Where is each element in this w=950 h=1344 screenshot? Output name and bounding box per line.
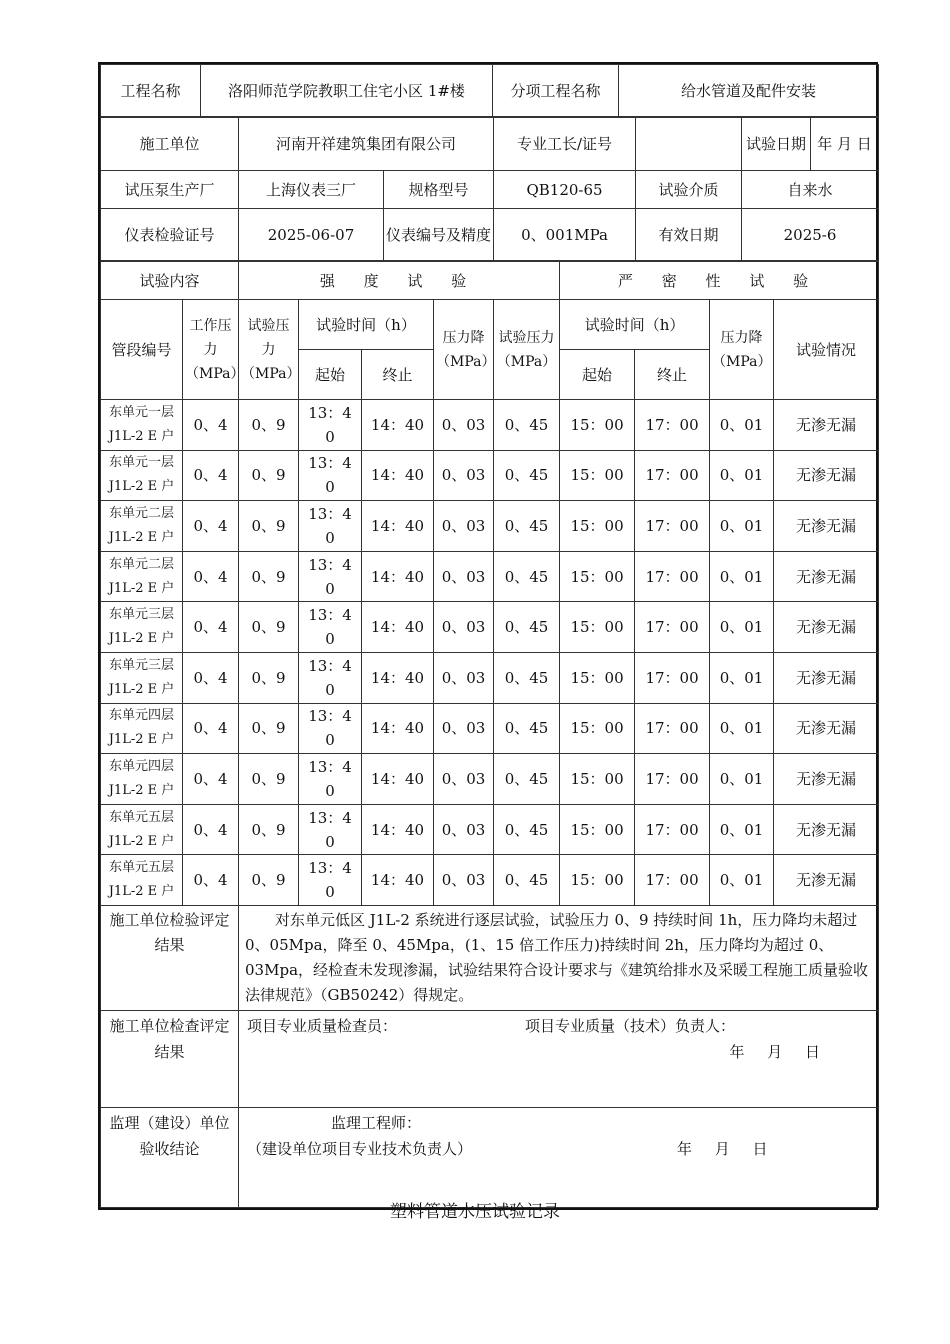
table-row <box>101 400 879 451</box>
cell-s: 13：40 <box>299 703 362 754</box>
cell-d: 0、03 <box>434 703 494 754</box>
segment-location: 东单元四层 <box>108 708 174 724</box>
cell-r: 无渗无漏 <box>774 754 879 805</box>
valid: 2025-6 <box>742 209 879 261</box>
cell-s2: 15：00 <box>560 551 635 602</box>
header-table <box>100 64 879 117</box>
cell-d2: 0、01 <box>710 804 774 855</box>
foreman <box>636 118 742 171</box>
cell-e2: 17：00 <box>635 855 710 906</box>
col-end: 终止 <box>362 350 434 400</box>
cell-segment <box>101 551 183 602</box>
cell-s: 13：40 <box>299 551 362 602</box>
cell-segment <box>101 804 183 855</box>
test-date-cell <box>742 118 879 171</box>
cell-r: 无渗无漏 <box>774 602 879 653</box>
cell-wp: 0、4 <box>183 855 239 906</box>
cell-segment <box>101 501 183 552</box>
cell-e: 14：40 <box>362 855 434 906</box>
table-row <box>101 450 879 501</box>
pump-maker-label: 试压泵生产厂 <box>101 171 239 209</box>
cell-e2: 17：00 <box>635 400 710 451</box>
cell-d2: 0、01 <box>710 754 774 805</box>
table-row <box>101 754 879 805</box>
gauge-no: 0、001MPa <box>494 209 636 261</box>
cell-s2: 15：00 <box>560 703 635 754</box>
contractor-check-label: 施工单位检查评定结果 <box>101 1010 239 1107</box>
cell-d2: 0、01 <box>710 501 774 552</box>
cell-tp: 0、9 <box>239 551 299 602</box>
segment-location: 东单元二层 <box>108 556 174 572</box>
cell-e: 14：40 <box>362 602 434 653</box>
cell-s2: 15：00 <box>560 855 635 906</box>
cell-tp: 0、9 <box>239 400 299 451</box>
cell-tp: 0、9 <box>239 450 299 501</box>
col-test-time: 试验时间（h） <box>299 300 434 350</box>
cell-s2: 15：00 <box>560 501 635 552</box>
contractor-label: 施工单位 <box>101 118 239 171</box>
col-tightness-end: 终止 <box>635 350 710 400</box>
cell-tp2: 0、45 <box>494 652 560 703</box>
cell-r: 无渗无漏 <box>774 855 879 906</box>
table-row <box>101 602 879 653</box>
cell-tp2: 0、45 <box>494 602 560 653</box>
cell-e: 14：40 <box>362 450 434 501</box>
gauge-cert: 2025-06-07 <box>239 209 384 261</box>
segment-location: 东单元四层 <box>108 758 174 774</box>
segment-code: J1L-2 E 户 <box>108 833 175 849</box>
col-tightness-test-pressure: 试验压力（MPa） <box>494 300 560 400</box>
content-label: 试验内容 <box>101 262 239 300</box>
col-situation: 试验情况 <box>774 300 879 400</box>
cell-tp2: 0、45 <box>494 450 560 501</box>
cell-wp: 0、4 <box>183 551 239 602</box>
model-label: 规格型号 <box>384 171 494 209</box>
model: QB120-65 <box>494 171 636 209</box>
cell-s: 13：40 <box>299 754 362 805</box>
cell-d2: 0、01 <box>710 652 774 703</box>
subproject: 给水管道及配件安装 <box>619 65 879 117</box>
cell-e2: 17：00 <box>635 804 710 855</box>
cell-wp: 0、4 <box>183 400 239 451</box>
supervision-sign <box>239 1107 879 1207</box>
cell-wp: 0、4 <box>183 652 239 703</box>
cell-d: 0、03 <box>434 501 494 552</box>
project-name-label: 工程名称 <box>101 65 201 117</box>
segment-location: 东单元一层 <box>108 455 174 471</box>
cell-d: 0、03 <box>434 652 494 703</box>
test-table <box>100 261 879 1208</box>
form-caption: 塑料管道水压试验记录 <box>390 1202 560 1222</box>
gauge-no-label: 仪表编号及精度 <box>384 209 494 261</box>
cell-tp2: 0、45 <box>494 703 560 754</box>
col-tightness-start: 起始 <box>560 350 635 400</box>
owner-representative: （建设单位项目专业技术负责人） <box>247 1139 473 1158</box>
valid-label: 有效日期 <box>636 209 742 261</box>
col-segment: 管段编号 <box>101 300 183 400</box>
cell-segment <box>101 703 183 754</box>
cell-r: 无渗无漏 <box>774 703 879 754</box>
cell-segment <box>101 602 183 653</box>
segment-code: J1L-2 E 户 <box>108 732 175 748</box>
segment-code: J1L-2 E 户 <box>108 428 175 444</box>
cell-r: 无渗无漏 <box>774 400 879 451</box>
col-start: 起始 <box>299 350 362 400</box>
pump-maker: 上海仪表三厂 <box>239 171 384 209</box>
table-row <box>101 501 879 552</box>
cell-tp2: 0、45 <box>494 754 560 805</box>
cell-e: 14：40 <box>362 652 434 703</box>
strength-title: 强 度 试 验 <box>239 262 560 300</box>
cell-e2: 17：00 <box>635 551 710 602</box>
cell-d2: 0、01 <box>710 855 774 906</box>
table-row <box>101 855 879 906</box>
cell-tp: 0、9 <box>239 855 299 906</box>
tightness-title: 严 密 性 试 验 <box>560 262 879 300</box>
contractor: 河南开祥建筑集团有限公司 <box>239 118 494 171</box>
cell-d: 0、03 <box>434 450 494 501</box>
segment-location: 东单元一层 <box>108 404 174 420</box>
cell-tp: 0、9 <box>239 703 299 754</box>
medium-label: 试验介质 <box>636 171 742 209</box>
segment-location: 东单元五层 <box>108 809 174 825</box>
cell-r: 无渗无漏 <box>774 652 879 703</box>
cell-r: 无渗无漏 <box>774 551 879 602</box>
contractor-eval-label: 施工单位检验评定结果 <box>101 905 239 1010</box>
test-date: 年 月 日 <box>817 135 872 153</box>
contractor-check-sign <box>239 1010 879 1107</box>
col-test-pressure: 试验压力（MPa） <box>239 300 299 400</box>
table-row <box>101 703 879 754</box>
contractor-eval-text: 对东单元低区 J1L-2 系统进行逐层试验，试验压力 0、9 持续时间 1h，压力降均未超过 0、05Mpa，降至 0、45Mpa，(1、15 倍工作压力)持续时间 2h，压力降均为超过 0、03Mpa，经检查未发现渗漏，试验结果符合设计要求与《建筑给排水及采暖工程施工质量验收法律规范》（GB50242）得规定。 <box>239 905 879 1010</box>
cell-e2: 17：00 <box>635 754 710 805</box>
cell-s: 13：40 <box>299 400 362 451</box>
cell-d: 0、03 <box>434 804 494 855</box>
cell-tp2: 0、45 <box>494 551 560 602</box>
cell-tp: 0、9 <box>239 501 299 552</box>
subproject-label: 分项工程名称 <box>493 65 619 117</box>
cell-tp2: 0、45 <box>494 400 560 451</box>
cell-s: 13：40 <box>299 804 362 855</box>
cell-d: 0、03 <box>434 400 494 451</box>
record-form <box>98 62 878 1210</box>
cell-tp: 0、9 <box>239 804 299 855</box>
cell-d2: 0、01 <box>710 450 774 501</box>
cell-d: 0、03 <box>434 602 494 653</box>
cell-d2: 0、01 <box>710 400 774 451</box>
supervision-engineer: 监理工程师： <box>331 1113 422 1132</box>
segment-location: 东单元三层 <box>108 607 174 623</box>
cell-e: 14：40 <box>362 804 434 855</box>
cell-s2: 15：00 <box>560 754 635 805</box>
cell-s: 13：40 <box>299 855 362 906</box>
segment-location: 东单元三层 <box>108 657 174 673</box>
cell-s2: 15：00 <box>560 804 635 855</box>
cell-s: 13：40 <box>299 450 362 501</box>
cell-d2: 0、01 <box>710 602 774 653</box>
segment-code: J1L-2 E 户 <box>108 681 175 697</box>
cell-tp: 0、9 <box>239 652 299 703</box>
cell-segment <box>101 855 183 906</box>
table-row <box>101 652 879 703</box>
segment-code: J1L-2 E 户 <box>108 884 175 900</box>
info-table <box>100 117 879 261</box>
cell-e: 14：40 <box>362 501 434 552</box>
supervision-date: 年 月 日 <box>677 1139 768 1158</box>
cell-wp: 0、4 <box>183 754 239 805</box>
cell-segment <box>101 400 183 451</box>
cell-wp: 0、4 <box>183 450 239 501</box>
foreman-label: 专业工长/证号 <box>494 118 636 171</box>
cell-e: 14：40 <box>362 703 434 754</box>
quality-manager: 项目专业质量（技术）负责人： <box>525 1016 736 1035</box>
cell-s2: 15：00 <box>560 602 635 653</box>
cell-r: 无渗无漏 <box>774 450 879 501</box>
segment-code: J1L-2 E 户 <box>108 479 175 495</box>
cell-wp: 0、4 <box>183 703 239 754</box>
cell-wp: 0、4 <box>183 804 239 855</box>
cell-e2: 17：00 <box>635 703 710 754</box>
cell-wp: 0、4 <box>183 602 239 653</box>
col-work-pressure: 工作压力（MPa） <box>183 300 239 400</box>
table-row <box>101 804 879 855</box>
cell-e2: 17：00 <box>635 602 710 653</box>
cell-segment <box>101 652 183 703</box>
cell-s2: 15：00 <box>560 652 635 703</box>
cell-r: 无渗无漏 <box>774 804 879 855</box>
cell-tp: 0、9 <box>239 602 299 653</box>
cell-segment <box>101 450 183 501</box>
cell-d2: 0、01 <box>710 703 774 754</box>
cell-d2: 0、01 <box>710 551 774 602</box>
cell-r: 无渗无漏 <box>774 501 879 552</box>
cell-e2: 17：00 <box>635 501 710 552</box>
segment-code: J1L-2 E 户 <box>108 631 175 647</box>
cell-tp2: 0、45 <box>494 804 560 855</box>
project-name: 洛阳师范学院教职工住宅小区 1#楼 <box>201 65 493 117</box>
cell-s: 13：40 <box>299 602 362 653</box>
cell-e: 14：40 <box>362 551 434 602</box>
cell-wp: 0、4 <box>183 501 239 552</box>
cell-s: 13：40 <box>299 501 362 552</box>
supervision-label: 监理（建设）单位验收结论 <box>101 1107 239 1207</box>
segment-location: 东单元二层 <box>108 505 174 521</box>
col-pressure-drop: 压力降（MPa） <box>434 300 494 400</box>
quality-inspector: 项目专业质量检查员： <box>247 1016 398 1035</box>
col-tightness-pressure-drop: 压力降（MPa） <box>710 300 774 400</box>
cell-e2: 17：00 <box>635 450 710 501</box>
cell-d: 0、03 <box>434 754 494 805</box>
cell-s2: 15：00 <box>560 450 635 501</box>
cell-d: 0、03 <box>434 551 494 602</box>
segment-location: 东单元五层 <box>108 860 174 876</box>
col-tightness-test-time: 试验时间（h） <box>560 300 710 350</box>
segment-code: J1L-2 E 户 <box>108 529 175 545</box>
table-row <box>101 551 879 602</box>
segment-code: J1L-2 E 户 <box>108 782 175 798</box>
cell-e: 14：40 <box>362 754 434 805</box>
cell-e2: 17：00 <box>635 652 710 703</box>
cell-s: 13：40 <box>299 652 362 703</box>
cell-tp2: 0、45 <box>494 501 560 552</box>
gauge-cert-label: 仪表检验证号 <box>101 209 239 261</box>
cell-s2: 15：00 <box>560 400 635 451</box>
cell-e: 14：40 <box>362 400 434 451</box>
cell-tp2: 0、45 <box>494 855 560 906</box>
cell-segment <box>101 754 183 805</box>
segment-code: J1L-2 E 户 <box>108 580 175 596</box>
test-date-label: 试验日期 <box>742 118 811 170</box>
medium: 自来水 <box>742 171 879 209</box>
cell-tp: 0、9 <box>239 754 299 805</box>
cell-d: 0、03 <box>434 855 494 906</box>
contractor-check-date: 年 月 日 <box>729 1042 821 1061</box>
